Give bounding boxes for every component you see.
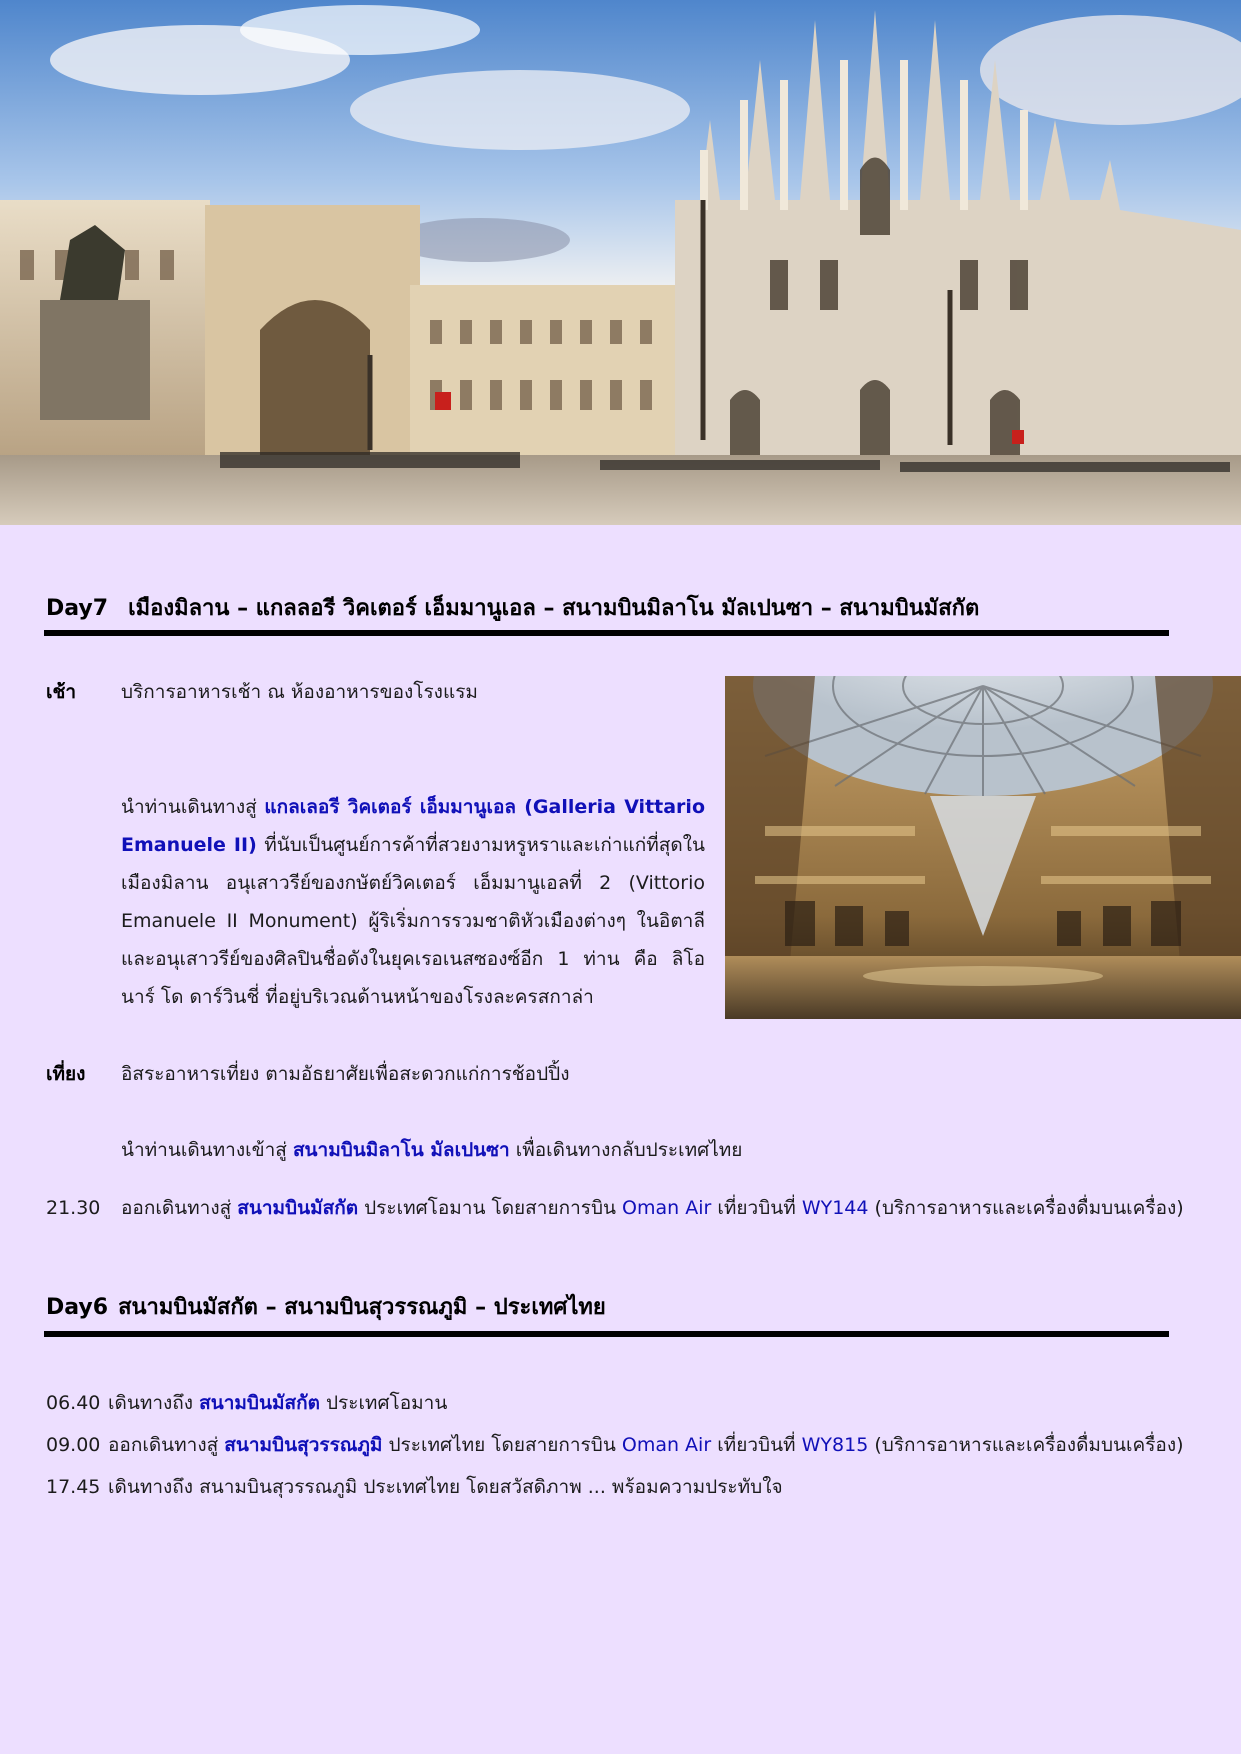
departure-muscat-time: 09.00	[46, 1434, 101, 1456]
arrival-muscat-text-2: ประเทศโอมาน	[325, 1392, 448, 1414]
day7-title: เมืองมิลาน – แกลลอรี วิคเตอร์ เอ็มมานูเอล – สนามบินมิลาโน มัลเปนซา – สนามบินมัสกัต	[128, 596, 980, 621]
departure-muscat-row	[108, 1426, 1184, 1464]
arrival-muscat-place: สนามบินมัสกัต	[199, 1392, 320, 1414]
day7-header	[46, 590, 1169, 625]
galleria-description: ที่นับเป็นศูนย์การค้าที่สวยงามหรูหราและเก่าแก่ที่สุดใน เมืองมิลาน อนุเสาวรีย์ของกษัตย์วิคเตอร์ เอ็มมานูเอลที่ 2 (Vittorio Emanuele II Monument) ผู้ริเริ่มการรวมชาติหัวเมืองต่างๆ ในอิตาลี และอนุเสาวรีย์ของศิลปินชื่อดังในยุคเรอเนสซองซ์อีก 1 ท่าน คือ ลิโอนาร์ โด ดาร์วินชี่ ที่อยู่บริเวณด้านหน้าของโรงละครสกาล่า	[121, 834, 706, 1008]
day6-title-row	[46, 1289, 1169, 1324]
galleria-interior-photo	[725, 676, 1241, 1019]
day6-label: Day6	[46, 1295, 109, 1320]
day6-divider	[44, 1331, 1169, 1337]
arrival-muscat-row	[108, 1384, 447, 1422]
flight-airline: Oman Air	[622, 1197, 712, 1219]
airport-transfer-row	[121, 1131, 742, 1169]
flight-row	[121, 1189, 1184, 1227]
arrival-muscat-time: 06.40	[46, 1392, 101, 1414]
day7-divider	[44, 630, 1169, 636]
noon-text: อิสระอาหารเที่ยง ตามอัธยาศัยเพื่อสะดวกแก่การช้อปปิ้ง	[121, 1063, 570, 1085]
flight-text-3: เที่ยวบินที่	[717, 1197, 796, 1219]
milan-cityscape-illustration	[0, 0, 1241, 525]
arrival-bangkok-text: เดินทางถึง สนามบินสุวรรณภูมิ ประเทศไทย โดยสวัสดิภาพ ... พร้อมความประทับใจ	[108, 1476, 783, 1498]
flight-text-2: ประเทศโอมาน โดยสายการบิน	[364, 1197, 616, 1219]
arrival-bangkok-time: 17.45	[46, 1476, 101, 1498]
day6-header	[46, 1289, 1169, 1324]
galleria-place-name: แกลเลอรี วิคเตอร์ เอ็มมานูเอล (Galleria Vittario Emanuele II)	[121, 796, 705, 856]
departure-airline: Oman Air	[621, 1434, 712, 1456]
flight-text-4: (บริการอาหารและเครื่องดื่มบนเครื่อง)	[874, 1197, 1184, 1219]
flight-number: WY144	[801, 1197, 869, 1219]
departure-text-2: ประเทศไทย โดยสายการบิน	[388, 1434, 616, 1456]
arrival-muscat-text-1: เดินทางถึง	[108, 1392, 194, 1414]
airport-name: สนามบินมิลาโน มัลเปนซา	[292, 1139, 510, 1161]
galleria-intro: นำท่านเดินทางสู่	[121, 796, 257, 818]
day6-title: สนามบินมัสกัต – สนามบินสุวรรณภูมิ – ประเทศไทย	[118, 1295, 606, 1320]
hero-photo	[0, 0, 1241, 525]
morning-slot-label: เช้า	[46, 681, 77, 703]
departure-text-1: ออกเดินทางสู่	[108, 1434, 219, 1456]
flight-time: 21.30	[46, 1197, 101, 1219]
morning-text: บริการอาหารเช้า ณ ห้องอาหารของโรงแรม	[121, 681, 478, 703]
departure-flight-number: WY815	[801, 1434, 869, 1456]
airport-intro: นำท่านเดินทางเข้าสู่	[121, 1139, 287, 1161]
departure-destination: สนามบินสุวรรณภูมิ	[224, 1434, 383, 1456]
departure-text-3: เที่ยวบินที่	[717, 1434, 796, 1456]
galleria-dome-illustration	[725, 676, 1241, 1019]
departure-text-4: (บริการอาหารและเครื่องดื่มบนเครื่อง)	[874, 1434, 1184, 1456]
noon-slot-label: เที่ยง	[46, 1063, 86, 1085]
day7-label: Day7	[46, 596, 109, 621]
galleria-paragraph	[121, 788, 705, 1016]
airport-rest: เพื่อเดินทางกลับประเทศไทย	[515, 1139, 743, 1161]
flight-destination: สนามบินมัสกัต	[237, 1197, 359, 1219]
day7-title-row	[46, 590, 1169, 625]
flight-text-1: ออกเดินทางสู่	[121, 1197, 232, 1219]
